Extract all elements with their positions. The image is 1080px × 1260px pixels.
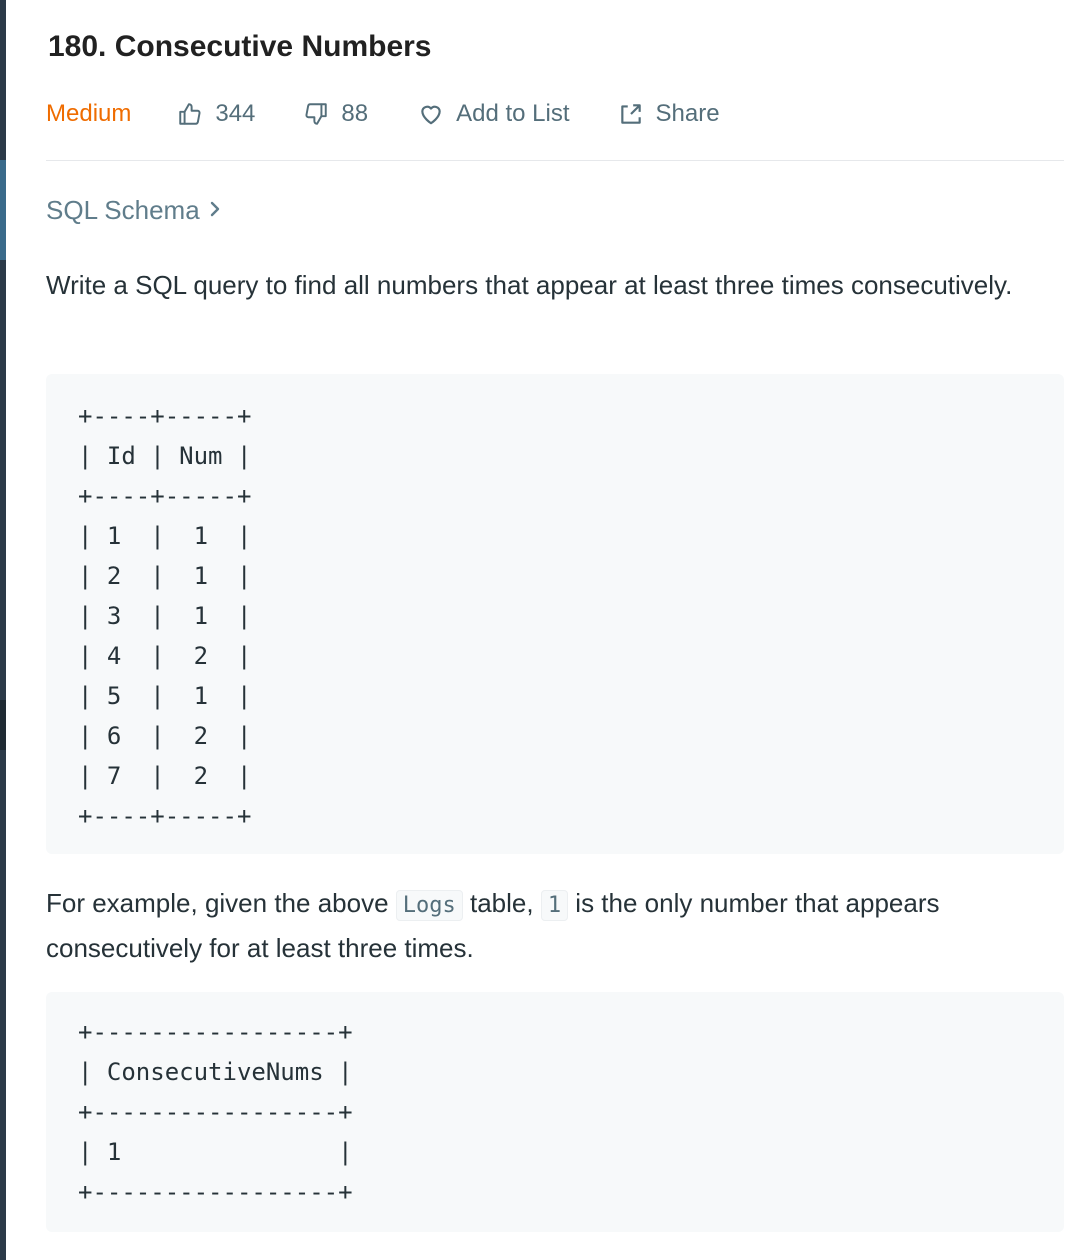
problem-statement: Write a SQL query to find all numbers that appear at least three times consecutively. bbox=[46, 270, 1013, 300]
like-button[interactable] bbox=[177, 100, 255, 128]
share-icon bbox=[618, 101, 644, 127]
left-window-edge bbox=[0, 0, 6, 1260]
output-table-block bbox=[46, 992, 1064, 1232]
problem-title: 180. Consecutive Numbers bbox=[48, 30, 432, 63]
sql-schema-label: SQL Schema bbox=[46, 195, 200, 225]
heart-icon bbox=[418, 101, 444, 127]
thumbs-up-icon bbox=[177, 101, 203, 127]
add-to-list-button[interactable] bbox=[418, 100, 569, 128]
example-text-after: is the only number that appears consecutively for at least three times. bbox=[46, 888, 940, 963]
chevron-right-icon bbox=[208, 195, 222, 226]
problem-meta-bar bbox=[46, 96, 1064, 132]
input-table-block bbox=[46, 374, 1064, 854]
example-text-mid: table, bbox=[462, 888, 541, 918]
like-count: 344 bbox=[215, 100, 256, 127]
example-text-before: For example, given the above bbox=[46, 888, 396, 918]
difficulty-label: Medium bbox=[46, 100, 132, 127]
output-table-text: +-----------------+ | ConsecutiveNums | +-----------------+ | 1 | +-----------------+ bbox=[78, 1018, 353, 1206]
input-table-text: +----+-----+ | Id | Num | +----+-----+ | 1 | 1 | | 2 | 1 | | 3 | 1 | | 4 | 2 | | 5 | 1 | | 6 | 2 | | 7 | 2 | +----+-----+ bbox=[78, 402, 252, 830]
example-value-code: 1 bbox=[541, 890, 568, 921]
dislike-button[interactable] bbox=[303, 100, 368, 128]
sql-schema-link[interactable] bbox=[46, 195, 222, 226]
meta-divider bbox=[46, 160, 1064, 161]
share-button[interactable] bbox=[618, 100, 720, 128]
example-explanation bbox=[46, 882, 1064, 969]
table-name-code: Logs bbox=[396, 890, 463, 921]
share-label: Share bbox=[655, 100, 720, 127]
thumbs-down-icon bbox=[303, 101, 329, 127]
add-to-list-label: Add to List bbox=[456, 100, 570, 127]
dislike-count: 88 bbox=[341, 100, 369, 127]
